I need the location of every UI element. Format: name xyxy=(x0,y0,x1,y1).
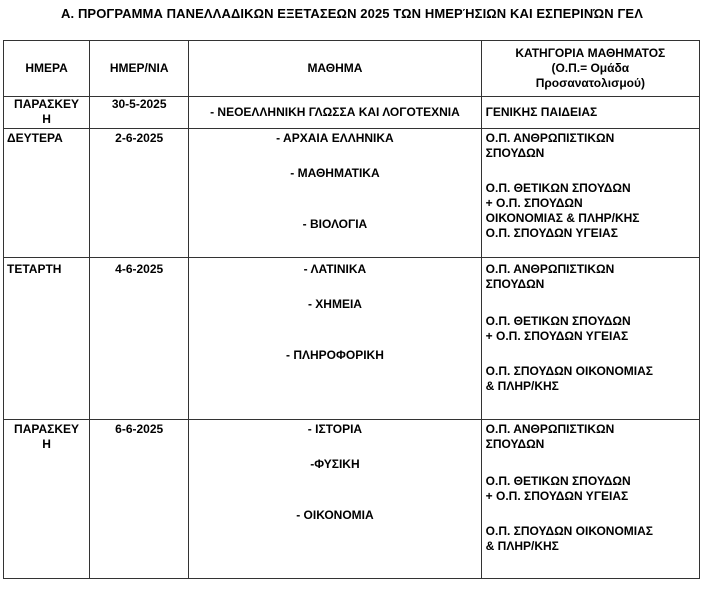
table-header-row xyxy=(4,41,700,97)
category-cell xyxy=(481,129,699,258)
header-day: ΗΜΕΡΑ xyxy=(4,41,90,97)
subject-cell xyxy=(189,129,481,258)
category-line: Ο.Π. ΣΠΟΥΔΩΝ ΟΙΚΟΝΟΜΙΑΣ xyxy=(485,524,653,538)
subject-item: -ΦΥΣΙΚΗ xyxy=(310,457,360,471)
subject-item: - ΧΗΜΕΙΑ xyxy=(307,297,362,311)
date-cell: 6-6-2025 xyxy=(90,420,189,579)
header-category-line: ΚΑΤΗΓΟΡΙΑ ΜΑΘΗΜΑΤΟΣ xyxy=(515,46,666,60)
subject-item: - ΙΣΤΟΡΙΑ xyxy=(307,422,363,436)
category-line: ΣΠΟΥΔΩΝ xyxy=(485,146,545,160)
header-date: ΗΜΕΡ/ΝΙΑ xyxy=(90,41,189,97)
date-cell: 2-6-2025 xyxy=(90,129,189,258)
subject-item: - ΟΙΚΟΝΟΜΙΑ xyxy=(296,508,374,522)
table-row xyxy=(4,129,700,258)
category-line: + Ο.Π. ΣΠΟΥΔΩΝ xyxy=(485,196,583,210)
table-row xyxy=(4,258,700,420)
category-line: Ο.Π. ΣΠΟΥΔΩΝ ΥΓΕΙΑΣ xyxy=(485,226,618,240)
category-line: Ο.Π. ΣΠΟΥΔΩΝ ΟΙΚΟΝΟΜΙΑΣ xyxy=(485,364,653,378)
day-text: Η xyxy=(42,112,51,126)
day-cell: ΤΕΤΑΡΤΗ xyxy=(4,258,90,420)
category-line: + Ο.Π. ΣΠΟΥΔΩΝ ΥΓΕΙΑΣ xyxy=(485,489,629,503)
category-line: Ο.Π. ΑΝΘΡΩΠΙΣΤΙΚΩΝ xyxy=(485,262,615,276)
page-title: Α. ΠΡΟΓΡΑΜΜΑ ΠΑΝΕΛΛΑΔΙΚΩΝ ΕΞΕΤΑΣΕΩΝ 2025 ΤΩΝ ΗΜΕΡΉΣΙΩΝ ΚΑΙ ΕΣΠΕΡΙΝΏΝ ΓΕΛ xyxy=(61,6,643,21)
category-cell xyxy=(481,258,699,420)
subject-item: - ΜΑΘΗΜΑΤΙΚΑ xyxy=(290,166,380,180)
header-category xyxy=(481,41,699,97)
subject-item: - ΒΙΟΛΟΓΙΑ xyxy=(302,217,368,231)
category-line: & ΠΛΗΡ/ΚΗΣ xyxy=(485,379,559,393)
subject-item: - ΑΡΧΑΙΑ ΕΛΛΗΝΙΚΑ xyxy=(276,131,394,145)
category-line: Ο.Π. ΑΝΘΡΩΠΙΣΤΙΚΩΝ xyxy=(485,422,615,436)
category-line: Ο.Π. ΘΕΤΙΚΩΝ ΣΠΟΥΔΩΝ xyxy=(485,314,631,328)
day-cell xyxy=(4,97,90,129)
category-cell xyxy=(481,420,699,579)
category-line: ΣΠΟΥΔΩΝ xyxy=(485,437,545,451)
day-cell xyxy=(4,420,90,579)
header-subject: ΜΑΘΗΜΑ xyxy=(189,41,481,97)
day-cell: ΔΕΥΤΕΡΑ xyxy=(4,129,90,258)
subject-item: - ΛΑΤΙΝΙΚΑ xyxy=(303,262,367,276)
day-text: ΠΑΡΑΣΚΕΥ xyxy=(14,422,80,436)
category-line: + Ο.Π. ΣΠΟΥΔΩΝ ΥΓΕΙΑΣ xyxy=(485,329,629,343)
category-line: ΣΠΟΥΔΩΝ xyxy=(485,277,545,291)
subject-cell: - ΝΕΟΕΛΛΗΝΙΚΗ ΓΛΩΣΣΑ ΚΑΙ ΛΟΓΟΤΕΧΝΙΑ xyxy=(189,97,481,129)
table-row xyxy=(4,97,700,129)
day-text: ΠΑΡΑΣΚΕΥ xyxy=(14,97,80,111)
header-category-line: (Ο.Π.= Ομάδα xyxy=(551,61,630,75)
category-cell: ΓΕΝΙΚΗΣ ΠΑΙΔΕΙΑΣ xyxy=(481,97,699,129)
table-row xyxy=(4,420,700,579)
category-line: Ο.Π. ΑΝΘΡΩΠΙΣΤΙΚΩΝ xyxy=(485,131,615,145)
subject-cell xyxy=(189,420,481,579)
subject-cell xyxy=(189,258,481,420)
day-text: Η xyxy=(42,437,51,451)
category-line: Ο.Π. ΘΕΤΙΚΩΝ ΣΠΟΥΔΩΝ xyxy=(485,474,631,488)
date-cell: 30-5-2025 xyxy=(90,97,189,129)
header-category-line: Προσανατολισμού) xyxy=(535,76,645,90)
category-line: & ΠΛΗΡ/ΚΗΣ xyxy=(485,539,559,553)
exam-schedule-table xyxy=(3,40,700,579)
subject-item: - ΠΛΗΡΟΦΟΡΙΚΗ xyxy=(286,348,384,362)
date-cell: 4-6-2025 xyxy=(90,258,189,420)
category-line: ΟΙΚΟΝΟΜΙΑΣ & ΠΛΗΡ/ΚΗΣ xyxy=(485,211,640,225)
category-line: Ο.Π. ΘΕΤΙΚΩΝ ΣΠΟΥΔΩΝ xyxy=(485,181,631,195)
